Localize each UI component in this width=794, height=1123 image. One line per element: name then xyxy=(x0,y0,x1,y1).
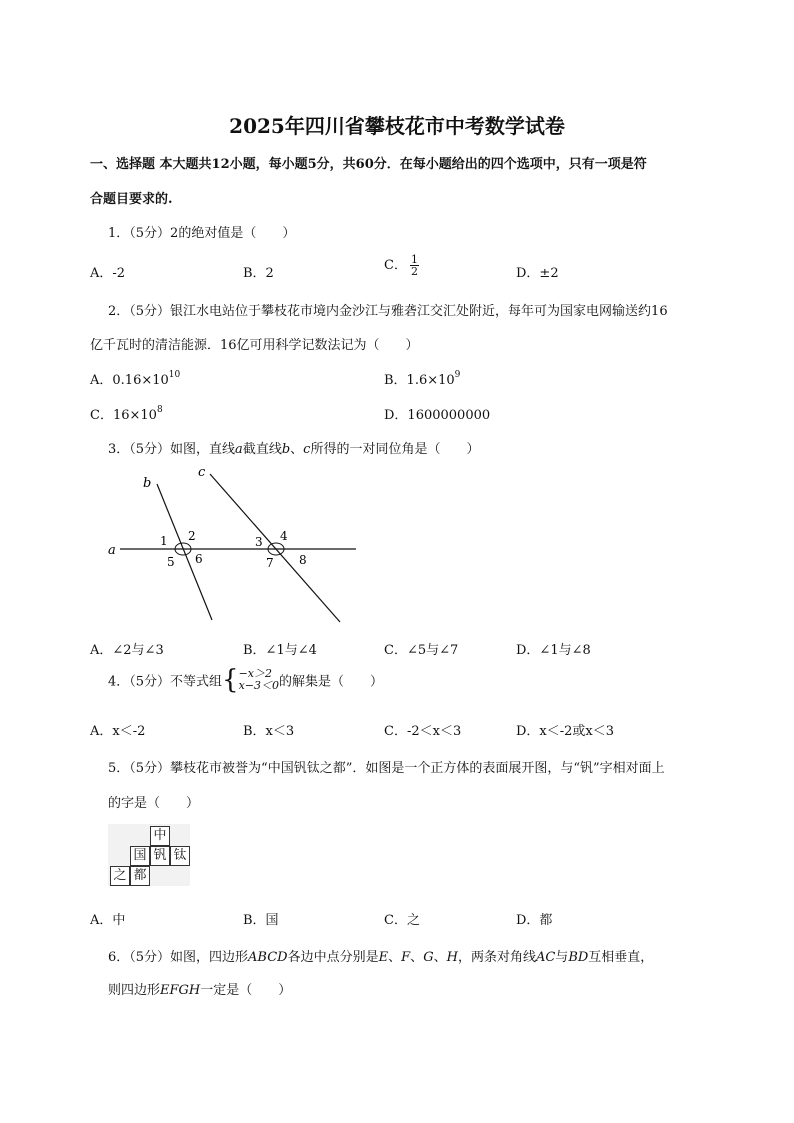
q4-option-c: C．-2＜x＜3 xyxy=(384,724,462,739)
q2-option-a-exponent: 10 xyxy=(168,370,181,380)
q3-stem xyxy=(108,438,479,457)
q2-option-c xyxy=(90,404,163,423)
net-cell-zhi: 之 xyxy=(110,866,130,886)
q6-sep-1: 、 xyxy=(388,950,402,965)
q4-option-a: A．x＜-2 xyxy=(90,724,146,739)
q3-option-c: C．∠5与∠7 xyxy=(384,643,459,658)
q2-stem-line2: 亿千瓦时的清洁能源．16亿可用科学记数法记为（ ） xyxy=(90,338,419,353)
q2-option-b-base: B．1.6×10 xyxy=(384,373,455,388)
label-b: b xyxy=(143,476,152,491)
line-b xyxy=(157,484,212,620)
q4-stem-part2: 的解集是（ ） xyxy=(279,674,384,690)
q6-efgh: EFGH xyxy=(160,983,201,998)
q6-h: H xyxy=(446,950,458,965)
q6-stem-part4: 与 xyxy=(555,950,569,965)
angle-2-label: 2 xyxy=(188,529,196,543)
q1-option-d: D．±2 xyxy=(516,266,559,281)
q3-var-b: b xyxy=(281,442,291,457)
q5-option-a: A．中 xyxy=(90,913,126,928)
q5-stem-line2: 的字是（ ） xyxy=(108,796,200,811)
q4-stem xyxy=(108,665,384,695)
q6-stem-part2: 各边中点分别是 xyxy=(287,950,379,965)
q6-abcd: ABCD xyxy=(248,950,288,965)
net-cell-zhong: 中 xyxy=(150,826,170,846)
angle-4-label: 4 xyxy=(280,529,288,543)
q4-inequality-system xyxy=(222,665,280,695)
q1-option-b: B．2 xyxy=(243,266,274,281)
q6-g: G xyxy=(423,950,434,965)
q3-stem-part3: 所得的一对同位角是（ ） xyxy=(310,442,480,457)
q3-separator: 、 xyxy=(290,442,304,457)
brace-icon: { xyxy=(222,665,239,695)
q6-line2-part2: 一定是（ ） xyxy=(200,983,292,998)
q6-stem-part3: ，两条对角线 xyxy=(457,950,536,965)
label-a: a xyxy=(108,543,116,558)
q3-option-b: B．∠1与∠4 xyxy=(243,643,317,658)
q6-e: E xyxy=(378,950,389,965)
q6-sep-3: 、 xyxy=(433,950,447,965)
net-cell-tai: 钛 xyxy=(170,846,190,866)
q5-option-c: C．之 xyxy=(384,913,420,928)
q2-stem-line1: 2．（5分）银江水电站位于攀枝花市境内金沙江与雅砻江交汇处附近，每年可为国家电网输送约16 xyxy=(108,304,668,319)
label-c: c xyxy=(198,465,206,480)
q4-option-b: B．x＜3 xyxy=(243,724,295,739)
q6-stem-part5: 互相垂直， xyxy=(588,950,654,965)
q2-option-c-base: C．16×10 xyxy=(90,408,157,423)
q3-stem-part2: 截直线 xyxy=(242,442,282,457)
q4-inequality-2: x−3＜0 xyxy=(238,679,280,692)
angle-7-label: 7 xyxy=(266,556,274,570)
q6-f: F xyxy=(401,950,411,965)
q6-sep-2: 、 xyxy=(410,950,424,965)
q6-ac: AC xyxy=(535,950,556,965)
q1-option-c-prefix: C． xyxy=(384,258,407,273)
q1-fraction-numerator: 1 xyxy=(410,253,418,266)
q2-option-c-exponent: 8 xyxy=(156,405,163,415)
q3-option-d: D．∠1与∠8 xyxy=(516,643,591,658)
q3-option-a: A．∠2与∠3 xyxy=(90,643,164,658)
section-heading-line2: 合题目要求的. xyxy=(90,192,173,207)
q5-stem-line1: 5．（5分）攀枝花市被誉为“中国钒钛之都”．如图是一个正方体的表面展开图，与“钒”字相对面上 xyxy=(108,761,665,776)
q3-figure xyxy=(100,462,370,627)
q1-fraction xyxy=(410,254,419,277)
q4-stem-part1: 4．（5分）不等式组 xyxy=(108,674,223,690)
q2-option-a-base: A．0.16×10 xyxy=(90,373,169,388)
q1-stem: 1．（5分）2的绝对值是（ ） xyxy=(108,226,296,241)
angle-1-label: 1 xyxy=(160,534,168,548)
q2-option-d: D．1600000000 xyxy=(384,408,491,423)
q1-fraction-denominator: 2 xyxy=(410,265,418,278)
angle-3-label: 3 xyxy=(255,535,263,549)
angle-8-label: 8 xyxy=(299,553,307,567)
q2-option-a xyxy=(90,369,180,388)
line-c xyxy=(210,474,340,622)
angle-5-label: 5 xyxy=(167,555,175,569)
angle-6-label: 6 xyxy=(195,552,203,566)
q2-option-b xyxy=(384,369,460,388)
q3-stem-part1: 3．（5分）如图，直线 xyxy=(108,442,236,457)
q6-line2-part1: 则四边形 xyxy=(108,983,161,998)
q3-var-c: c xyxy=(303,442,311,457)
net-cell-fan: 钒 xyxy=(150,846,170,866)
net-cell-guo: 国 xyxy=(130,846,150,866)
q1-option-c xyxy=(384,254,419,277)
q6-bd: BD xyxy=(568,950,589,965)
q4-inequality-1: −x＞2 xyxy=(238,667,273,680)
q5-option-b: B．国 xyxy=(243,913,279,928)
page-title: 2025年四川省攀枝花市中考数学试卷 xyxy=(229,114,565,138)
net-cell-du: 都 xyxy=(130,866,150,886)
q2-option-b-exponent: 9 xyxy=(454,370,461,380)
q4-option-d: D．x＜-2或x＜3 xyxy=(516,724,615,739)
section-heading-line1: 一、选择题 本大题共12小题，每小题5分，共60分．在每小题给出的四个选项中，只有一项是符 xyxy=(90,157,647,172)
q6-stem-line2 xyxy=(108,979,291,998)
q5-option-d: D．都 xyxy=(516,913,553,928)
q6-stem-line1 xyxy=(108,946,653,965)
q6-stem-part1: 6．（5分）如图，四边形 xyxy=(108,950,249,965)
q1-option-a: A．-2 xyxy=(90,266,126,281)
q3-var-a: a xyxy=(235,442,243,457)
